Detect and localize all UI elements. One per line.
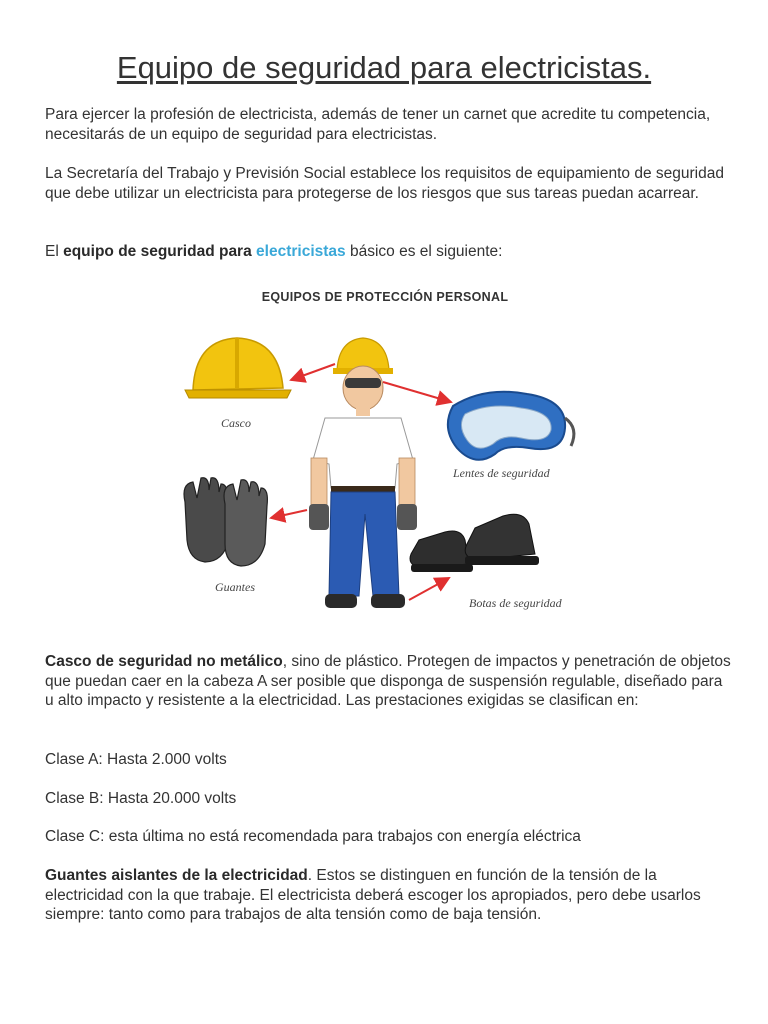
label-casco: Casco	[221, 416, 251, 430]
goggles-icon	[448, 392, 574, 460]
worker-figure-icon	[309, 338, 417, 608]
ppe-drawing	[175, 278, 595, 618]
guantes-bold: Guantes aislantes de la electricidad	[45, 867, 308, 884]
guantes-text: . Estos se distinguen en función de la tensión de la electricidad con la que trabaje. El electricista deberá escoger los apropiados, pero debe usarlos siempre: tanto como para trabajos de alta tensión como de baja tensión.	[45, 867, 701, 923]
gloves-icon	[184, 478, 267, 566]
label-botas: Botas de seguridad	[469, 596, 562, 610]
p3-bold: equipo de seguridad para	[63, 243, 252, 260]
intro-paragraph-1: Para ejercer la profesión de electricista, además de tener un carnet que acredite tu competencia, necesitarás de un equipo de seguridad para electricistas.	[45, 106, 711, 143]
intro-paragraph-3	[45, 242, 735, 262]
clase-a: Clase A: Hasta 2.000 volts	[45, 751, 227, 768]
figure-title: EQUIPOS DE PROTECCIÓN PERSONAL	[261, 290, 509, 304]
boots-icon	[410, 514, 539, 572]
p3-suffix: básico es el siguiente:	[345, 243, 503, 260]
clase-b: Clase B: Hasta 20.000 volts	[45, 790, 237, 807]
intro-paragraph-2: La Secretaría del Trabajo y Previsión Social establece los requisitos de equipamiento de seguridad que debe utilizar un electricista para protegerse de los riesgos que sus tareas puedan acarrear.	[45, 165, 724, 202]
label-guantes: Guantes	[215, 580, 255, 594]
page-title: Equipo de seguridad para electricistas.	[116, 50, 652, 85]
arrow-boots	[409, 578, 449, 600]
clase-c: Clase C: esta última no está recomendada para trabajos con energía eléctrica	[45, 828, 581, 845]
p3-prefix: El	[45, 243, 64, 260]
ppe-illustration	[175, 278, 595, 618]
casco-paragraph	[45, 652, 735, 711]
guantes-paragraph	[45, 866, 735, 925]
casco-bold: Casco de seguridad no metálico	[45, 653, 283, 670]
label-lentes: Lentes de seguridad	[453, 466, 550, 480]
casco-text: , sino de plástico. Protegen de impactos y penetración de objetos que puedan caer en la cabeza A ser posible que disponga de suspensión regulable, diseñado para u alto impacto y resistente a la electricidad. Las prestaciones exigidas se clasifican en:	[45, 653, 731, 709]
electricistas-link[interactable]: electricistas	[256, 243, 346, 260]
helmet-icon	[185, 338, 291, 398]
arrow-helmet	[291, 364, 335, 380]
arrow-gloves	[271, 510, 307, 518]
arrow-goggles	[383, 382, 451, 402]
